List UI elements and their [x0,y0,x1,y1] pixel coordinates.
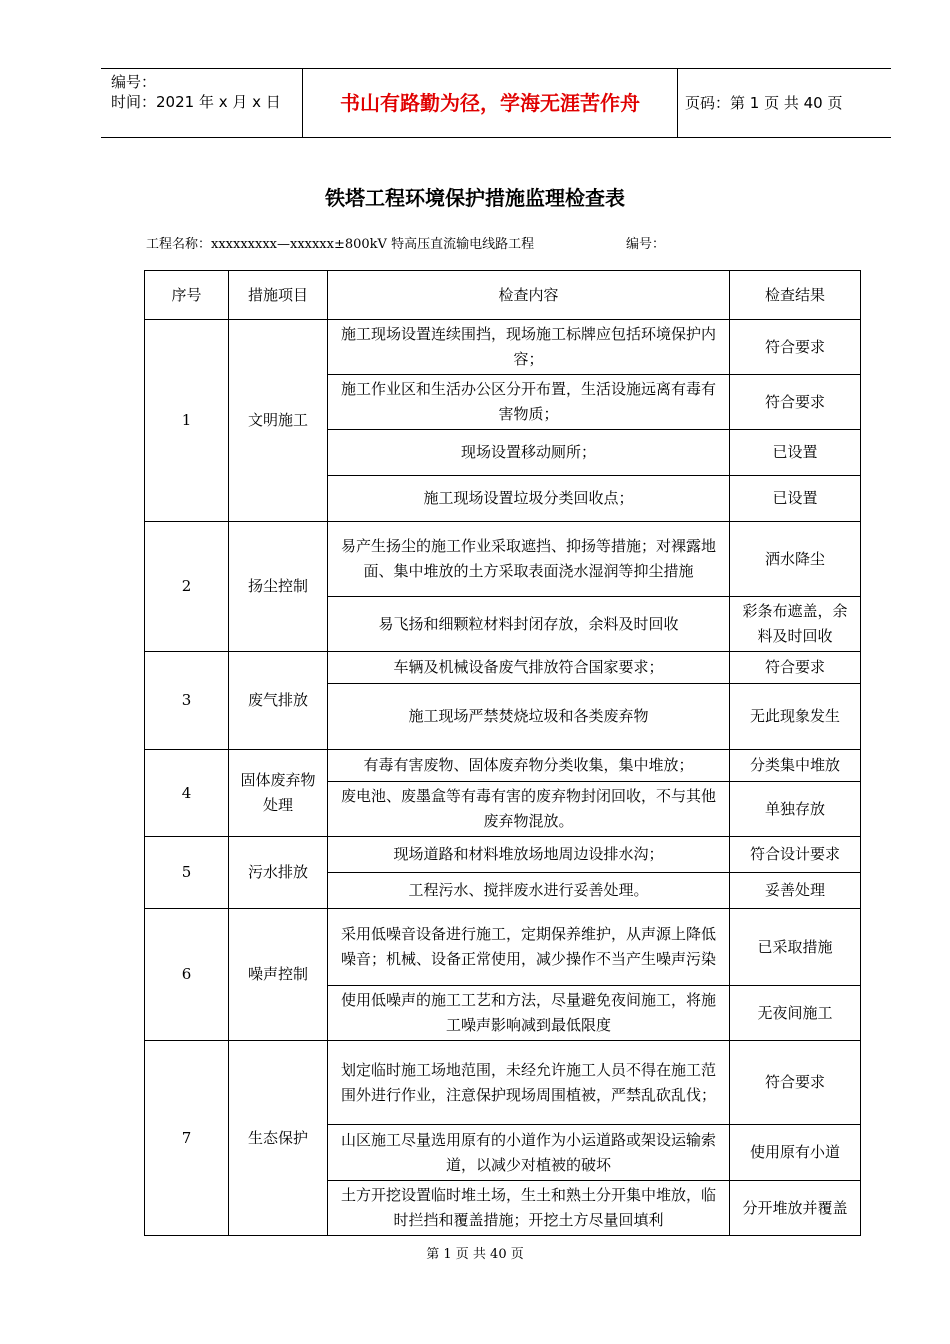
col-header-result: 检查结果 [730,271,861,320]
row-no: 7 [145,1041,229,1236]
row-result: 已采取措施 [730,909,861,986]
col-header-item: 措施项目 [229,271,328,320]
table-row [145,1041,861,1125]
row-content: 施工作业区和生活办公区分开布置，生活设施远离有毒有害物质； [328,375,730,430]
row-content: 施工现场严禁焚烧垃圾和各类废弃物 [328,684,730,750]
row-no: 6 [145,909,229,1041]
row-result: 已设置 [730,476,861,522]
row-result: 分类集中堆放 [730,750,861,782]
col-header-content: 检查内容 [328,271,730,320]
row-result: 单独存放 [730,782,861,837]
row-result: 洒水降尘 [730,522,861,597]
project-name: 工程名称：xxxxxxxxx—xxxxxx±800kV 特高压直流输电线路工程 [146,237,535,252]
project-code-label: 编号： [626,237,666,252]
table-row [145,320,861,375]
row-content: 施工现场设置垃圾分类回收点； [328,476,730,522]
row-result: 彩条布遮盖，余料及时回收 [730,597,861,652]
table-row [145,909,861,986]
page-title: 铁塔工程环境保护措施监理检查表 [325,186,625,210]
row-content: 土方开挖设置临时堆土场，生土和熟土分开集中堆放，临时拦挡和覆盖措施；开挖土方尽量回填利 [328,1181,730,1236]
header-meta [111,72,281,112]
page-footer: 第 1 页 共 40 页 [426,1247,524,1262]
row-result: 已设置 [730,430,861,476]
row-item: 生态保护 [229,1041,328,1236]
row-no: 2 [145,522,229,652]
row-result: 使用原有小道 [730,1125,861,1181]
row-result: 符合要求 [730,1041,861,1125]
row-result: 无夜间施工 [730,986,861,1041]
row-content: 易产生扬尘的施工作业采取遮挡、抑扬等措施；对裸露地面、集中堆放的土方采取表面浇水湿润等抑尘措施 [328,522,730,597]
inspection-table [144,270,861,1236]
header-page-info: 页码：第 1 页 共 40 页 [685,94,843,112]
header-divider [677,69,678,137]
document-header [101,68,891,138]
time-label: 时间：2021 年 x 月 x 日 [111,93,281,111]
row-result: 无此现象发生 [730,684,861,750]
row-content: 山区施工尽量选用原有的小道作为小运道路或架设运输索道，以减少对植被的破坏 [328,1125,730,1181]
table-row [145,522,861,597]
row-result: 符合要求 [730,320,861,375]
row-content: 现场设置移动厕所； [328,430,730,476]
row-content: 采用低噪音设备进行施工，定期保养维护，从声源上降低噪音；机械、设备正常使用，减少操作不当产生噪声污染 [328,909,730,986]
row-result: 分开堆放并覆盖 [730,1181,861,1236]
row-item: 文明施工 [229,320,328,522]
table-header-row [145,271,861,320]
row-content: 有毒有害废物、固体废弃物分类收集，集中堆放； [328,750,730,782]
row-result: 符合要求 [730,375,861,430]
row-item: 污水排放 [229,837,328,909]
row-no: 4 [145,750,229,837]
row-content: 施工现场设置连续围挡，现场施工标牌应包括环境保护内容； [328,320,730,375]
row-no: 3 [145,652,229,750]
row-no: 5 [145,837,229,909]
row-result: 妥善处理 [730,873,861,909]
row-content: 易飞扬和细颗粒材料封闭存放，余料及时回收 [328,597,730,652]
row-content: 工程污水、搅拌废水进行妥善处理。 [328,873,730,909]
row-item: 废气排放 [229,652,328,750]
header-motto: 书山有路勤为径，学海无涯苦作舟 [340,91,640,115]
row-content: 使用低噪声的施工工艺和方法，尽量避免夜间施工，将施工噪声影响减到最低限度 [328,986,730,1041]
col-header-no: 序号 [145,271,229,320]
row-item: 噪声控制 [229,909,328,1041]
row-content: 车辆及机械设备废气排放符合国家要求； [328,652,730,684]
row-content: 废电池、废墨盒等有毒有害的废弃物封闭回收，不与其他废弃物混放。 [328,782,730,837]
row-result: 符合设计要求 [730,837,861,873]
row-item: 固体废弃物处理 [229,750,328,837]
row-item: 扬尘控制 [229,522,328,652]
table-row [145,652,861,684]
row-no: 1 [145,320,229,522]
code-label: 编号： [111,73,157,91]
table-row [145,750,861,782]
row-content: 现场道路和材料堆放场地周边设排水沟； [328,837,730,873]
row-result: 符合要求 [730,652,861,684]
table-row [145,837,861,873]
row-content: 划定临时施工场地范围，未经允许施工人员不得在施工范围外进行作业，注意保护现场周围植被，严禁乱砍乱伐； [328,1041,730,1125]
